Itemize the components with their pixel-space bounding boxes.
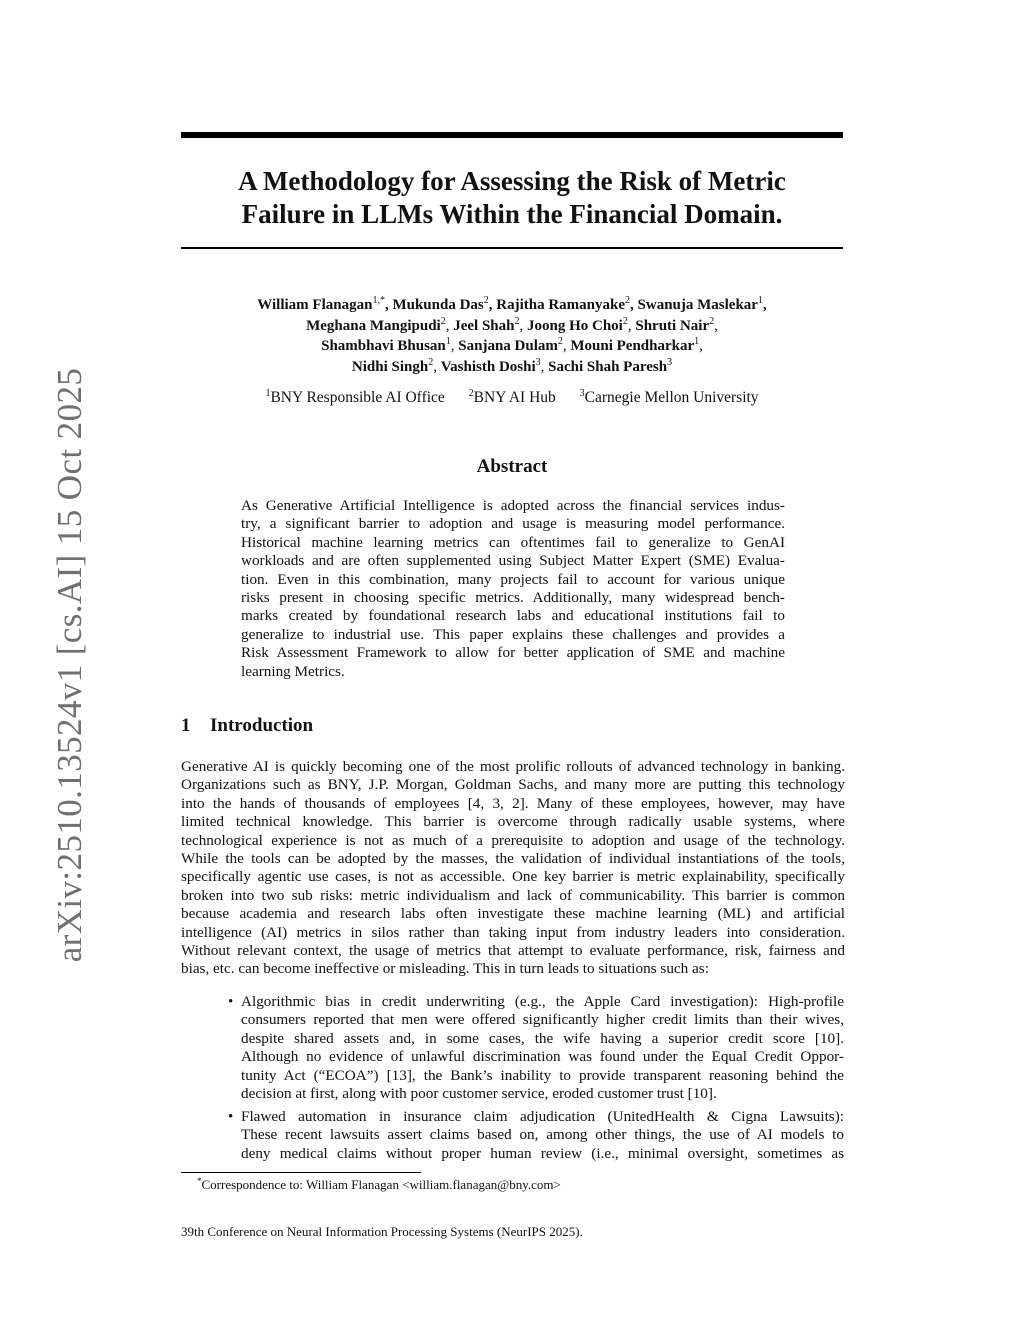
- paragraph-line: While the tools can be adopted by the masses, the validation of individual instantiations of the tools,: [181, 850, 845, 868]
- author-name: Mukunda Das: [392, 297, 484, 313]
- arxiv-stamp: [0, 0, 89, 963]
- paragraph-line: intelligence (AI) metrics in silos rather than taking input from industry leaders into consideration.: [181, 923, 845, 941]
- title-line-2: Failure in LLMs Within the Financial Domain.: [241, 199, 783, 229]
- affiliation-name: BNY Responsible AI Office: [270, 389, 445, 406]
- bullet-line: Algorithmic bias in credit underwriting (e.g., the Apple Card investigation): High-profile: [241, 993, 844, 1010]
- author-affil-mark: 2: [622, 315, 628, 327]
- author-line: Shambhavi Bhusan$^1$, Sanjana Dulam$^2$, Mouni Pendharkar$^1$,: [321, 336, 703, 354]
- bullet-line: decision at first, along with poor customer service, eroded customer trust [10].: [241, 1085, 717, 1103]
- author-affil-mark: 2: [514, 315, 520, 327]
- author-affil-mark: 2: [440, 315, 446, 327]
- author-name: Jeel Shah: [453, 317, 515, 334]
- author-line: Nidhi Singh$^2$, Vashisth Doshi$^3$, Sachi Shah Paresh$^3$: [351, 356, 673, 375]
- author-affil-mark: 1: [694, 336, 700, 347]
- paragraph-line: Without relevant context, the usage of metrics that attempt to evaluate performance, risk, fairness and: [181, 942, 845, 960]
- arxiv-id[interactable]: arXiv:2510.13524v1 [cs.AI] 15 Oct 2025: [50, 367, 89, 963]
- affiliation: [265, 389, 444, 406]
- paragraph-line: specifically agentic use cases, is not as accessible. One key barrier is metric explainability, specifically: [181, 868, 845, 886]
- paragraph-line: Organizations such as BNY, J.P. Morgan, Goldman Sachs, and many more are putting this technology: [181, 776, 845, 794]
- paragraph-line: broken into two sub risks: metric individualism and lack of communicability. This barrier is common: [181, 886, 845, 904]
- affiliation-name: BNY AI Hub: [473, 389, 556, 406]
- author-line: William Flanagan$^{1,*}$, Mukunda Das$^2$, Rajitha Ramanyake$^2$, Swanuja Maslekar$^1$,: [257, 295, 767, 313]
- author-name: Mouni Pendharkar: [570, 338, 695, 354]
- abstract-line: generalize to industrial use. This paper explains these challenges and provides a: [241, 625, 785, 643]
- author-line: Meghana Mangipudi$^2$, Jeel Shah$^2$, Joong Ho Choi$^2$, Shruti Nair$^2$,: [306, 315, 718, 334]
- paragraph-line: into the hands of thousands of employees [4, 3, 2]. Many of these employees, however, may have: [181, 794, 845, 812]
- abstract-line: tion. Even in this combination, many projects fail to account for various unique: [241, 570, 785, 588]
- author-name: Joong Ho Choi: [527, 317, 623, 334]
- affiliation: [580, 389, 759, 406]
- affiliation: [469, 389, 556, 406]
- paragraph-line: Generative AI is quickly becoming one of the most prolific rollouts of advanced technology in banking.: [181, 758, 845, 775]
- bullet-icon: •: [228, 1109, 234, 1125]
- footnote-mark: *: [197, 1176, 202, 1186]
- author-affil-mark: 2: [709, 315, 715, 327]
- author-name: Meghana Mangipudi: [306, 317, 441, 334]
- author-name: William Flanagan: [257, 297, 373, 313]
- author-name: Swanuja Maslekar: [637, 297, 758, 313]
- affiliations: [181, 389, 843, 407]
- abstract-body: [241, 497, 785, 681]
- affiliation-name: Carnegie Mellon University: [584, 389, 759, 406]
- bullet-icon: •: [228, 994, 234, 1010]
- section-heading-introduction: [181, 715, 313, 737]
- author-affil-mark: 2: [557, 336, 563, 347]
- bullet-line: Flawed automation in insurance claim adjudication (UnitedHealth & Cigna Lawsuits):: [241, 1108, 844, 1125]
- abstract-line: marks created by foundational research labs and educational institutions fail to: [241, 607, 785, 625]
- bullet-line: despite shared assets and, in some cases, the wife having a superior credit score [10].: [241, 1029, 844, 1047]
- author-name: Rajitha Ramanyake: [496, 297, 626, 313]
- paragraph-line: technological experience is not as much of a prerequisite to adoption and usage of the technology.: [181, 831, 845, 849]
- author-name: Sachi Shah Paresh: [548, 358, 668, 375]
- author-name: Sanjana Dulam: [458, 338, 558, 354]
- abstract-line: try, a significant barrier to adoption and usage is measuring model performance.: [241, 515, 785, 533]
- bullet-line: consumers reported that men were offered significantly higher credit limits than their wives,: [241, 1011, 844, 1029]
- section-title: Introduction: [210, 715, 314, 736]
- bullet-line: tunity Act (“ECOA”) [13], the Bank’s inability to provide transparent reasoning behind the: [241, 1066, 844, 1084]
- conference-note: 39th Conference on Neural Information Processing Systems (NeurIPS 2025).: [181, 1224, 583, 1239]
- author-affil-mark: 2: [625, 295, 631, 306]
- author-name: Shambhavi Bhusan: [321, 338, 446, 354]
- abstract-line: As Generative Artificial Intelligence is adopted across the financial services indus-: [241, 497, 785, 514]
- abstract-line: Risk Assessment Framework to allow for better application of SME and machine: [241, 644, 785, 662]
- paper-title: [181, 165, 843, 231]
- abstract-line: workloads and are often supplemented using Subject Matter Expert (SME) Evalua-: [241, 552, 785, 570]
- author-affil-mark: 2: [428, 356, 434, 368]
- affiliation-mark: 3: [579, 388, 585, 399]
- author-affil-mark: 1,*: [372, 295, 385, 306]
- affiliation-mark: 2: [468, 388, 474, 399]
- section-number: 1: [181, 715, 191, 736]
- author-affil-mark: 3: [535, 356, 541, 368]
- author-list: [181, 295, 843, 377]
- author-affil-mark: 1: [445, 336, 451, 347]
- bullet-line: These recent lawsuits assert claims based on, among other things, the use of AI models to: [241, 1126, 844, 1144]
- author-name: Vashisth Doshi: [440, 358, 536, 375]
- author-affil-mark: 1: [757, 295, 763, 306]
- bullet-line: Although no evidence of unlawful discrimination was found under the Equal Credit Oppor-: [241, 1048, 844, 1066]
- title-line-1: A Methodology for Assessing the Risk of Metric: [238, 166, 786, 196]
- paragraph-line: because academia and research labs often investigate these machine learning (ML) and artificial: [181, 905, 845, 923]
- bullet-item: [228, 1108, 844, 1163]
- bullet-item: [228, 993, 844, 1103]
- footnote-text: Correspondence to: William Flanagan <william.flanagan@bny.com>: [201, 1177, 561, 1192]
- footnote-rule: [181, 1172, 421, 1173]
- abstract-line: Historical machine learning metrics can oftentimes fail to generalize to GenAI: [241, 533, 785, 551]
- abstract-line: learning Metrics.: [241, 662, 345, 680]
- author-affil-mark: 3: [667, 356, 673, 368]
- paragraph-line: bias, etc. can become ineffective or misleading. This in turn leads to situations such as:: [181, 960, 709, 978]
- title-rule-top: [181, 132, 843, 138]
- author-name: Shruti Nair: [635, 317, 710, 334]
- abstract-line: risks present in choosing specific metrics. Additionally, many widespread bench-: [241, 589, 785, 607]
- paragraph-line: limited technical knowledge. This barrier is overcome through radically usable systems, where: [181, 813, 845, 831]
- author-name: Nidhi Singh: [351, 358, 429, 375]
- author-affil-mark: 2: [483, 295, 489, 306]
- introduction-body: [181, 758, 845, 979]
- abstract-heading: Abstract: [476, 456, 548, 477]
- affiliation-mark: 1: [265, 388, 271, 399]
- footnote: [197, 1177, 561, 1193]
- bullet-line: deny medical claims without proper human review (i.e., minimal oversight, sometimes as: [241, 1144, 844, 1162]
- title-rule-bottom: [181, 247, 843, 249]
